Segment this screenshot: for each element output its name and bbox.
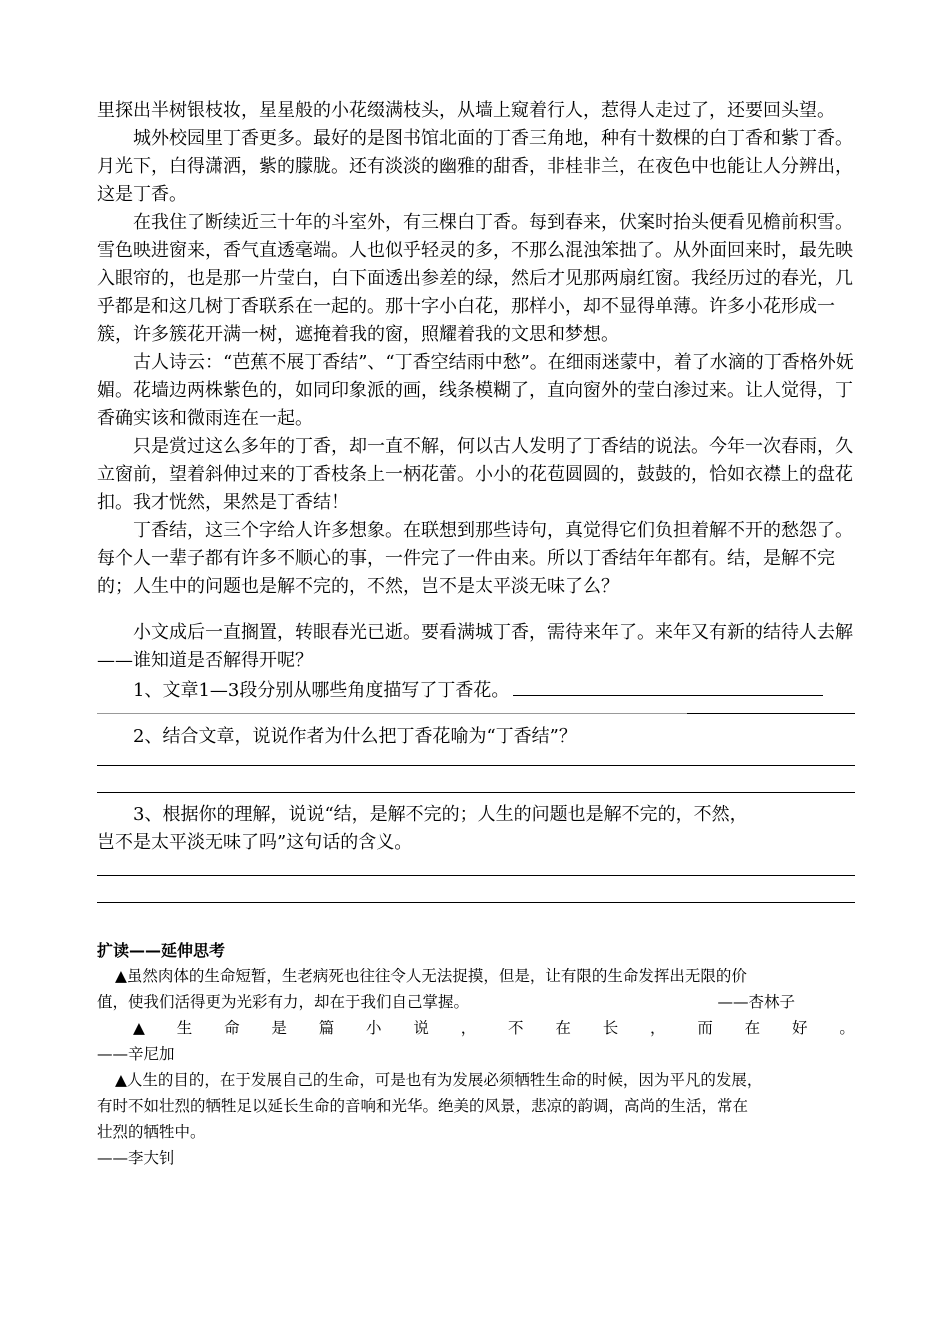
- quote-2-char: 长: [602, 1019, 619, 1037]
- quote-2-author: ——辛尼加: [97, 1045, 175, 1063]
- question-1: [97, 677, 855, 705]
- quote-3-line-3: 壮烈的牺牲中。: [97, 1123, 206, 1141]
- quote-2-char: 是: [271, 1019, 287, 1037]
- article-paragraph-1: 里探出半树银枝妆，星星般的小花缀满枝头，从墙上窥着行人，惹得人走过了，还要回头望。: [97, 100, 835, 121]
- article-paragraph-3: 在我住了断续近三十年的斗室外，有三棵白丁香。每到春来，伏案时抬头便看见檐前积雪。雪色映进窗来，香气直透毫端。人也似乎轻灵的多，不那么混浊笨拙了。从外面回来时，最先映入眼帘的，也是那一片莹白，白下面透出参差的绿，然后才见那两扇红窗。我经历过的春光，几乎都是和这几树丁香联系在一起的。那十字小白花，那样小，却不显得单薄。许多小花形成一簇，许多簇花开满一树，遮掩着我的窗，照耀着我的文思和梦想。: [97, 212, 853, 345]
- paragraph-gap: [97, 601, 855, 621]
- answer-line-1[interactable]: [97, 713, 855, 719]
- quote-2-char: 在: [555, 1019, 571, 1037]
- quote-2-char: 。: [839, 1019, 855, 1037]
- article-paragraph-2: 城外校园里丁香更多。最好的是图书馆北面的丁香三角地，种有十数棵的白丁香和紫丁香。月光下，白得潇洒，紫的朦胧。还有淡淡的幽雅的甜香，非桂非兰，在夜色中也能让人分辨出，这是丁香。: [97, 128, 853, 205]
- article-paragraph-7: 小文成后一直搁置，转眼春光已逝。要看满城丁香，需待来年了。来年又有新的结待人去解——谁知道是否解得开呢？: [97, 622, 853, 671]
- quote-2-char: 而: [697, 1019, 713, 1037]
- quote-1-text: 值，使我们活得更为光彩有力，却在于我们自己掌握。: [97, 993, 470, 1011]
- question-3-line-2: 岂不是太平淡无味了吗”这句话的含义。: [97, 832, 413, 853]
- quote-2-line: [97, 1015, 855, 1041]
- answer-blank-1a[interactable]: [513, 679, 823, 696]
- quote-2-char: ，: [460, 1019, 477, 1037]
- quote-2-char: ，: [650, 1019, 666, 1037]
- article-paragraph-5: 只是赏过这么多年的丁香，却一直不解，何以古人发明了丁香结的说法。今年一次春雨，久立窗前，望着斜伸过来的丁香枝条上一柄花蕾。小小的花苞圆圆的，鼓鼓的，恰如衣襟上的盘花扣。我才恍然，果然是丁香结！: [97, 436, 853, 513]
- quote-1-line-1: ▲虽然肉体的生命短暂，生老病死也往往令人无法捉摸，但是，让有限的生命发挥出无限的价: [115, 967, 747, 985]
- quote-1-line-2: [97, 989, 855, 1015]
- quote-2-char: ▲: [133, 1019, 145, 1037]
- quote-2-char: 生: [176, 1019, 193, 1037]
- quote-1-author: ——杏林子: [717, 993, 795, 1011]
- quote-2-char: 不: [508, 1019, 524, 1037]
- question-3-line-1: 3、根据你的理解，说说“结，是解不完的；人生的问题也是解不完的，不然，: [133, 804, 748, 825]
- quote-2-char: 小: [366, 1019, 382, 1037]
- quote-2-char: 好: [792, 1019, 808, 1037]
- quote-3-author: ——李大钊: [97, 1149, 175, 1167]
- article-paragraph-4: 古人诗云：“芭蕉不展丁香结”、“丁香空结雨中愁”。在细雨迷蒙中，着了水滴的丁香格外妩媚。花墙边两株紫色的，如同印象派的画，线条模糊了，直向窗外的莹白渗过来。让人觉得，丁香确实该和微雨连在一起。: [97, 352, 854, 429]
- quote-2-char: 命: [224, 1019, 240, 1037]
- quote-2-char: 篇: [318, 1019, 335, 1037]
- article-paragraph-6: 丁香结，这三个字给人许多想象。在联想到那些诗句，真觉得它们负担着解不开的愁怨了。每个人一辈子都有许多不顺心的事，一件完了一件由来。所以丁香结年年都有。结，是解不完的；人生中的问题也是解不完的，不然，岂不是太平淡无味了么？: [97, 520, 853, 597]
- quote-3-line-2: 有时不如壮烈的牺牲足以延长生命的音响和光华。绝美的风景，悲凉的韵调，高尚的生活，常在: [97, 1097, 749, 1115]
- document-page: [97, 97, 855, 1171]
- question-2: 2、结合文章，说说作者为什么把丁香花喻为“丁香结”？: [133, 726, 577, 747]
- quote-3-line-1: ▲人生的目的，在于发展自己的生命，可是也有为发展必须牺牲生命的时候，因为平凡的发展，: [115, 1071, 763, 1089]
- question-1-text: 1、文章1—3段分别从哪些角度描写了丁香花。: [133, 680, 510, 701]
- extended-reading-heading: 扩读——延伸思考: [97, 941, 226, 960]
- quote-2-char: 说: [413, 1019, 429, 1037]
- quote-2-char: 在: [744, 1019, 761, 1037]
